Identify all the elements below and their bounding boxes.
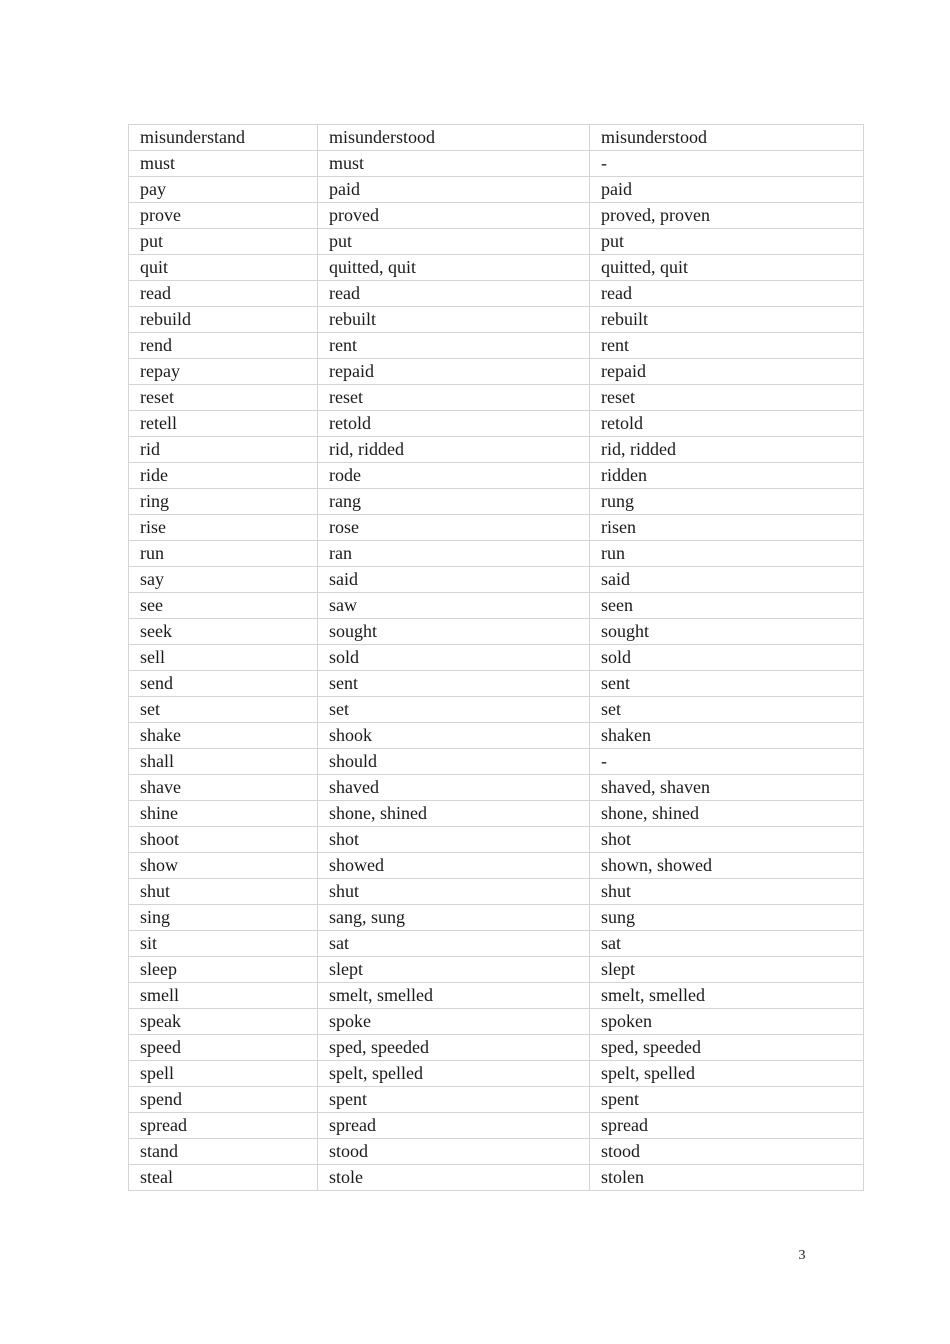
past-participle-cell: shone, shined bbox=[590, 801, 864, 827]
past-simple-cell: sold bbox=[318, 645, 590, 671]
past-simple-cell: spelt, spelled bbox=[318, 1061, 590, 1087]
table-row bbox=[129, 931, 864, 957]
base-form-cell: spell bbox=[129, 1061, 318, 1087]
base-form-cell: steal bbox=[129, 1165, 318, 1191]
base-form-cell: rebuild bbox=[129, 307, 318, 333]
base-form-cell: sell bbox=[129, 645, 318, 671]
past-participle-cell: shown, showed bbox=[590, 853, 864, 879]
past-participle-cell: reset bbox=[590, 385, 864, 411]
base-form-cell: smell bbox=[129, 983, 318, 1009]
past-simple-cell: should bbox=[318, 749, 590, 775]
past-simple-cell: shook bbox=[318, 723, 590, 749]
base-form-cell: must bbox=[129, 151, 318, 177]
base-form-cell: ring bbox=[129, 489, 318, 515]
past-simple-cell: shaved bbox=[318, 775, 590, 801]
table-row bbox=[129, 333, 864, 359]
past-participle-cell: rebuilt bbox=[590, 307, 864, 333]
past-simple-cell: spent bbox=[318, 1087, 590, 1113]
past-simple-cell: rang bbox=[318, 489, 590, 515]
past-participle-cell: risen bbox=[590, 515, 864, 541]
past-simple-cell: repaid bbox=[318, 359, 590, 385]
table-row bbox=[129, 1087, 864, 1113]
table-row bbox=[129, 177, 864, 203]
base-form-cell: rend bbox=[129, 333, 318, 359]
base-form-cell: send bbox=[129, 671, 318, 697]
base-form-cell: shoot bbox=[129, 827, 318, 853]
past-participle-cell: shut bbox=[590, 879, 864, 905]
table-row bbox=[129, 1113, 864, 1139]
past-participle-cell: slept bbox=[590, 957, 864, 983]
past-participle-cell: spread bbox=[590, 1113, 864, 1139]
past-simple-cell: rent bbox=[318, 333, 590, 359]
past-participle-cell: run bbox=[590, 541, 864, 567]
page-number: 3 bbox=[798, 1248, 806, 1263]
past-simple-cell: rose bbox=[318, 515, 590, 541]
base-form-cell: spread bbox=[129, 1113, 318, 1139]
past-simple-cell: slept bbox=[318, 957, 590, 983]
verbs-table-body bbox=[129, 125, 864, 1191]
base-form-cell: shine bbox=[129, 801, 318, 827]
table-row bbox=[129, 437, 864, 463]
irregular-verbs-table bbox=[128, 124, 864, 1191]
base-form-cell: run bbox=[129, 541, 318, 567]
table-row bbox=[129, 983, 864, 1009]
past-simple-cell: showed bbox=[318, 853, 590, 879]
table-row bbox=[129, 281, 864, 307]
past-participle-cell: spent bbox=[590, 1087, 864, 1113]
past-simple-cell: set bbox=[318, 697, 590, 723]
base-form-cell: put bbox=[129, 229, 318, 255]
past-participle-cell: stood bbox=[590, 1139, 864, 1165]
past-participle-cell: sung bbox=[590, 905, 864, 931]
table-row bbox=[129, 671, 864, 697]
past-simple-cell: proved bbox=[318, 203, 590, 229]
table-row bbox=[129, 489, 864, 515]
base-form-cell: sing bbox=[129, 905, 318, 931]
table-row bbox=[129, 1009, 864, 1035]
past-participle-cell: rung bbox=[590, 489, 864, 515]
past-participle-cell: ridden bbox=[590, 463, 864, 489]
past-simple-cell: shone, shined bbox=[318, 801, 590, 827]
past-participle-cell: sat bbox=[590, 931, 864, 957]
past-simple-cell: stood bbox=[318, 1139, 590, 1165]
past-simple-cell: misunderstood bbox=[318, 125, 590, 151]
base-form-cell: shut bbox=[129, 879, 318, 905]
table-row bbox=[129, 359, 864, 385]
base-form-cell: repay bbox=[129, 359, 318, 385]
table-row bbox=[129, 567, 864, 593]
base-form-cell: misunderstand bbox=[129, 125, 318, 151]
base-form-cell: reset bbox=[129, 385, 318, 411]
table-row bbox=[129, 229, 864, 255]
past-participle-cell: spelt, spelled bbox=[590, 1061, 864, 1087]
base-form-cell: spend bbox=[129, 1087, 318, 1113]
base-form-cell: stand bbox=[129, 1139, 318, 1165]
table-row bbox=[129, 775, 864, 801]
past-simple-cell: stole bbox=[318, 1165, 590, 1191]
past-simple-cell: rid, ridded bbox=[318, 437, 590, 463]
past-participle-cell: spoken bbox=[590, 1009, 864, 1035]
table-row bbox=[129, 203, 864, 229]
table-row bbox=[129, 645, 864, 671]
base-form-cell: set bbox=[129, 697, 318, 723]
table-row bbox=[129, 853, 864, 879]
past-participle-cell: misunderstood bbox=[590, 125, 864, 151]
past-participle-cell: sent bbox=[590, 671, 864, 697]
past-participle-cell: put bbox=[590, 229, 864, 255]
table-row bbox=[129, 1139, 864, 1165]
past-participle-cell: retold bbox=[590, 411, 864, 437]
table-row bbox=[129, 307, 864, 333]
past-participle-cell: smelt, smelled bbox=[590, 983, 864, 1009]
past-participle-cell: - bbox=[590, 151, 864, 177]
table-row bbox=[129, 723, 864, 749]
past-simple-cell: sent bbox=[318, 671, 590, 697]
base-form-cell: speed bbox=[129, 1035, 318, 1061]
past-participle-cell: sped, speeded bbox=[590, 1035, 864, 1061]
past-participle-cell: sold bbox=[590, 645, 864, 671]
past-participle-cell: seen bbox=[590, 593, 864, 619]
past-simple-cell: paid bbox=[318, 177, 590, 203]
table-row bbox=[129, 905, 864, 931]
table-row bbox=[129, 827, 864, 853]
past-participle-cell: rid, ridded bbox=[590, 437, 864, 463]
table-row bbox=[129, 957, 864, 983]
past-simple-cell: saw bbox=[318, 593, 590, 619]
past-participle-cell: shaved, shaven bbox=[590, 775, 864, 801]
past-participle-cell: paid bbox=[590, 177, 864, 203]
past-participle-cell: shaken bbox=[590, 723, 864, 749]
table-row bbox=[129, 515, 864, 541]
past-simple-cell: shot bbox=[318, 827, 590, 853]
base-form-cell: prove bbox=[129, 203, 318, 229]
table-row bbox=[129, 749, 864, 775]
table-row bbox=[129, 463, 864, 489]
table-row bbox=[129, 255, 864, 281]
past-simple-cell: sought bbox=[318, 619, 590, 645]
past-simple-cell: spread bbox=[318, 1113, 590, 1139]
past-simple-cell: must bbox=[318, 151, 590, 177]
past-participle-cell: stolen bbox=[590, 1165, 864, 1191]
past-participle-cell: read bbox=[590, 281, 864, 307]
past-simple-cell: sang, sung bbox=[318, 905, 590, 931]
table-row bbox=[129, 1165, 864, 1191]
past-participle-cell: sought bbox=[590, 619, 864, 645]
base-form-cell: speak bbox=[129, 1009, 318, 1035]
table-row bbox=[129, 801, 864, 827]
table-row bbox=[129, 411, 864, 437]
base-form-cell: show bbox=[129, 853, 318, 879]
past-simple-cell: sat bbox=[318, 931, 590, 957]
past-participle-cell: repaid bbox=[590, 359, 864, 385]
table-row bbox=[129, 1061, 864, 1087]
past-simple-cell: smelt, smelled bbox=[318, 983, 590, 1009]
base-form-cell: shave bbox=[129, 775, 318, 801]
base-form-cell: read bbox=[129, 281, 318, 307]
past-simple-cell: sped, speeded bbox=[318, 1035, 590, 1061]
past-simple-cell: said bbox=[318, 567, 590, 593]
base-form-cell: retell bbox=[129, 411, 318, 437]
past-participle-cell: proved, proven bbox=[590, 203, 864, 229]
past-simple-cell: quitted, quit bbox=[318, 255, 590, 281]
base-form-cell: pay bbox=[129, 177, 318, 203]
past-simple-cell: rebuilt bbox=[318, 307, 590, 333]
past-simple-cell: spoke bbox=[318, 1009, 590, 1035]
table-row bbox=[129, 879, 864, 905]
base-form-cell: rise bbox=[129, 515, 318, 541]
base-form-cell: say bbox=[129, 567, 318, 593]
past-simple-cell: read bbox=[318, 281, 590, 307]
past-simple-cell: ran bbox=[318, 541, 590, 567]
base-form-cell: sit bbox=[129, 931, 318, 957]
past-simple-cell: reset bbox=[318, 385, 590, 411]
table-row bbox=[129, 151, 864, 177]
past-participle-cell: - bbox=[590, 749, 864, 775]
table-row bbox=[129, 541, 864, 567]
table-row bbox=[129, 697, 864, 723]
base-form-cell: quit bbox=[129, 255, 318, 281]
table-row bbox=[129, 385, 864, 411]
table-row bbox=[129, 593, 864, 619]
past-participle-cell: shot bbox=[590, 827, 864, 853]
base-form-cell: rid bbox=[129, 437, 318, 463]
past-simple-cell: put bbox=[318, 229, 590, 255]
base-form-cell: sleep bbox=[129, 957, 318, 983]
past-participle-cell: said bbox=[590, 567, 864, 593]
base-form-cell: shake bbox=[129, 723, 318, 749]
past-simple-cell: retold bbox=[318, 411, 590, 437]
base-form-cell: shall bbox=[129, 749, 318, 775]
table-row bbox=[129, 619, 864, 645]
past-simple-cell: shut bbox=[318, 879, 590, 905]
past-participle-cell: rent bbox=[590, 333, 864, 359]
past-participle-cell: quitted, quit bbox=[590, 255, 864, 281]
base-form-cell: ride bbox=[129, 463, 318, 489]
base-form-cell: seek bbox=[129, 619, 318, 645]
table-row bbox=[129, 1035, 864, 1061]
base-form-cell: see bbox=[129, 593, 318, 619]
past-participle-cell: set bbox=[590, 697, 864, 723]
table-row bbox=[129, 125, 864, 151]
past-simple-cell: rode bbox=[318, 463, 590, 489]
